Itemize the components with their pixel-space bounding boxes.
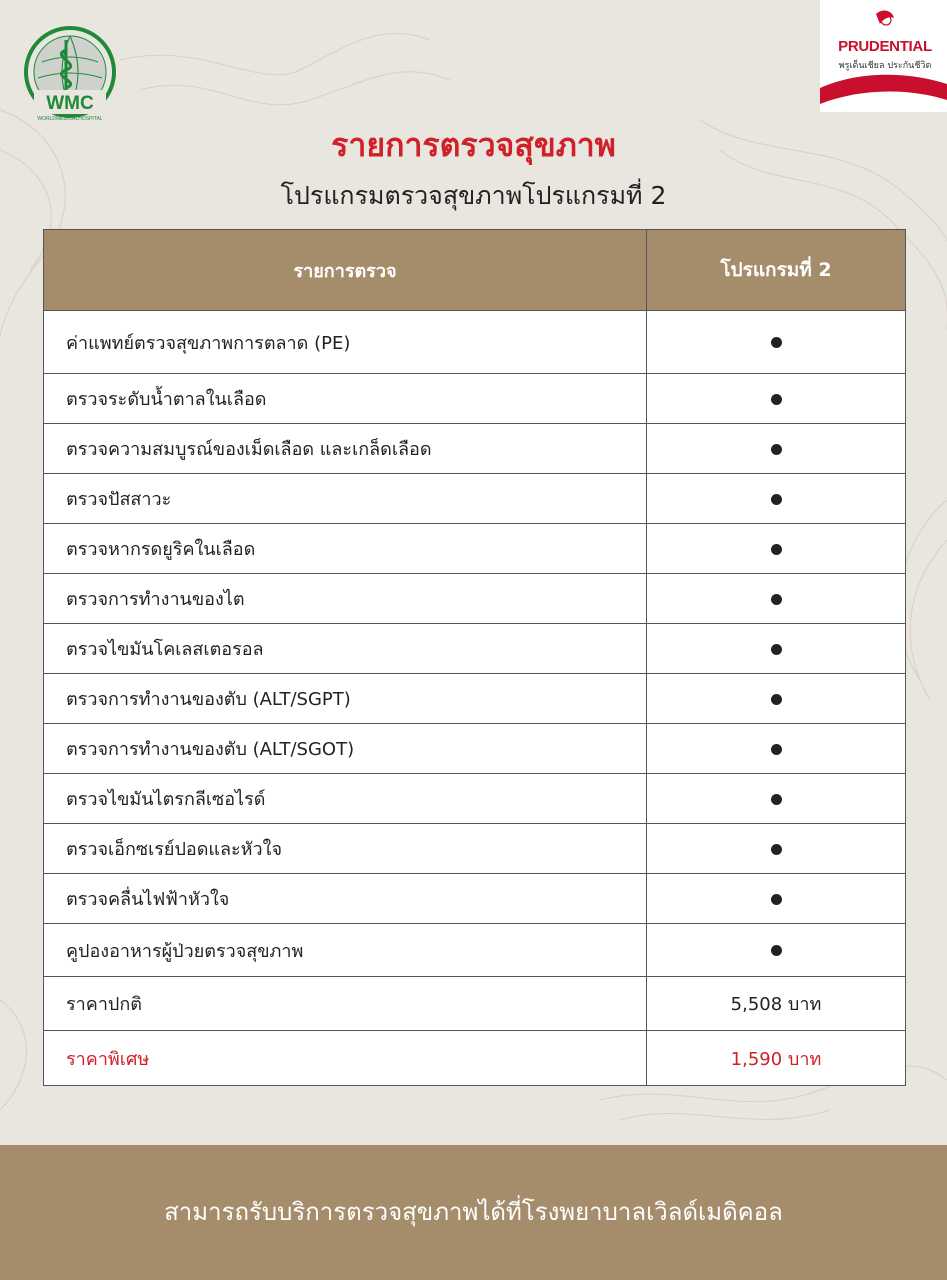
table-row xyxy=(44,574,906,624)
regular-price-value: 5,508 บาท xyxy=(647,977,906,1031)
prudential-logo-text: PRUDENTIAL xyxy=(838,38,932,55)
wmc-logo-text: WMC xyxy=(46,93,94,114)
row-label: ตรวจการทำงานของไต xyxy=(44,574,647,624)
included-mark xyxy=(647,674,906,724)
bullet-icon xyxy=(771,444,782,455)
table-row xyxy=(44,724,906,774)
included-mark xyxy=(647,474,906,524)
table-row xyxy=(44,311,906,374)
checkup-table xyxy=(43,229,906,1086)
page-subtitle: โปรแกรมตรวจสุขภาพโปรแกรมที่ 2 xyxy=(280,181,667,210)
included-mark xyxy=(647,524,906,574)
row-label: ตรวจการทำงานของตับ (ALT/SGOT) xyxy=(44,724,647,774)
table-row xyxy=(44,824,906,874)
bullet-icon xyxy=(771,337,782,348)
svg-text:WMC xyxy=(46,93,94,114)
regular-price-row xyxy=(44,977,906,1031)
included-mark xyxy=(647,924,906,977)
bullet-icon xyxy=(771,744,782,755)
table-row xyxy=(44,424,906,474)
bullet-icon xyxy=(771,544,782,555)
row-label: คูปองอาหารผู้ป่วยตรวจสุขภาพ xyxy=(44,924,647,977)
column-header-program: โปรแกรมที่ 2 xyxy=(647,230,906,311)
regular-price-label: ราคาปกติ xyxy=(44,977,647,1031)
included-mark xyxy=(647,311,906,374)
included-mark xyxy=(647,574,906,624)
included-mark xyxy=(647,774,906,824)
special-price-label: ราคาพิเศษ xyxy=(44,1031,647,1086)
table-row xyxy=(44,774,906,824)
row-label: ตรวจความสมบูรณ์ของเม็ดเลือด และเกล็ดเลือด xyxy=(44,424,647,474)
row-label: ตรวจไขมันไตรกลีเซอไรด์ xyxy=(44,774,647,824)
wmc-logo xyxy=(20,22,132,134)
bullet-icon xyxy=(771,394,782,405)
footer-text: สามารถรับบริการตรวจสุขภาพได้ที่โรงพยาบาลเวิลด์เมดิคอล xyxy=(164,1198,783,1226)
included-mark xyxy=(647,374,906,424)
special-price-row xyxy=(44,1031,906,1086)
row-label: ตรวจการทำงานของตับ (ALT/SGPT) xyxy=(44,674,647,724)
table-header-row xyxy=(44,230,906,311)
row-label: ตรวจหากรดยูริคในเลือด xyxy=(44,524,647,574)
row-label: ตรวจไขมันโคเลสเตอรอล xyxy=(44,624,647,674)
wmc-logo-subtext: WORLDMEDICALHOSPITAL xyxy=(37,116,103,122)
bullet-icon xyxy=(771,794,782,805)
included-mark xyxy=(647,724,906,774)
column-header-item: รายการตรวจ xyxy=(44,230,647,311)
included-mark xyxy=(647,624,906,674)
table-row xyxy=(44,524,906,574)
bullet-icon xyxy=(771,594,782,605)
included-mark xyxy=(647,874,906,924)
row-label: ตรวจคลื่นไฟฟ้าหัวใจ xyxy=(44,874,647,924)
included-mark xyxy=(647,424,906,474)
bullet-icon xyxy=(771,844,782,855)
bullet-icon xyxy=(771,945,782,956)
table-row xyxy=(44,924,906,977)
table-row xyxy=(44,874,906,924)
page-title: รายการตรวจสุขภาพ xyxy=(331,126,616,164)
bullet-icon xyxy=(771,494,782,505)
table-row xyxy=(44,674,906,724)
bullet-icon xyxy=(771,694,782,705)
bullet-icon xyxy=(771,894,782,905)
bullet-icon xyxy=(771,644,782,655)
included-mark xyxy=(647,824,906,874)
table-row xyxy=(44,624,906,674)
row-label: ตรวจเอ็กซเรย์ปอดและหัวใจ xyxy=(44,824,647,874)
row-label: ค่าแพทย์ตรวจสุขภาพการตลาด (PE) xyxy=(44,311,647,374)
row-label: ตรวจปัสสาวะ xyxy=(44,474,647,524)
special-price-value: 1,590 บาท xyxy=(647,1031,906,1086)
footer-banner xyxy=(0,1145,947,1280)
prudential-logo xyxy=(820,0,947,112)
row-label: ตรวจระดับน้ำตาลในเลือด xyxy=(44,374,647,424)
prudential-logo-subtext: พรูเด็นเชียล ประกันชีวิต xyxy=(838,61,932,71)
table-row xyxy=(44,374,906,424)
table-row xyxy=(44,474,906,524)
